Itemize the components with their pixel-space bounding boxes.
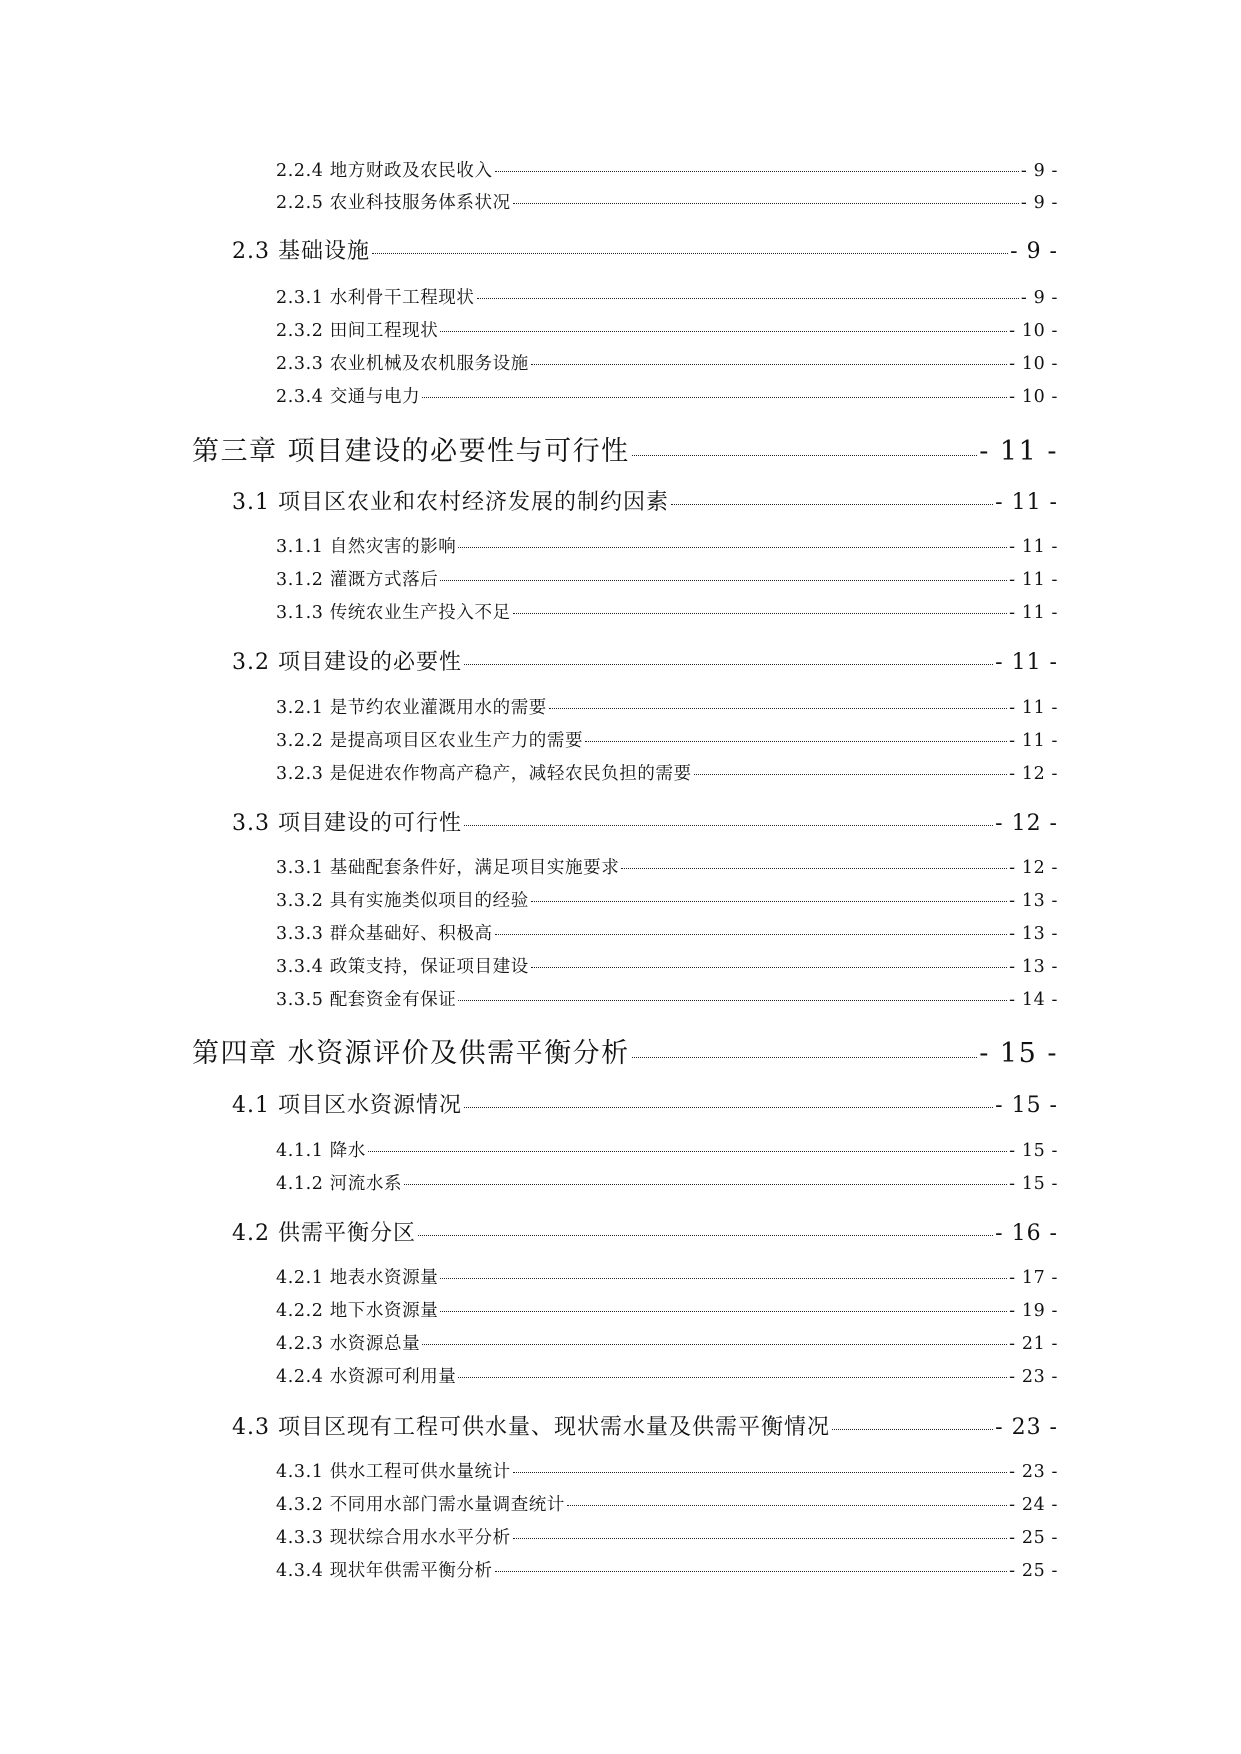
toc-entry-title: 3.3.1 基础配套条件好，满足项目实施要求 xyxy=(276,858,620,878)
toc-entry-page-number: - 15 - xyxy=(1009,1141,1058,1161)
dot-leader xyxy=(632,455,978,456)
toc-entry-title: 3.2 项目建设的必要性 xyxy=(232,650,462,675)
toc-entry-title: 2.3 基础设施 xyxy=(232,239,370,264)
toc-entry-title: 4.3.4 现状年供需平衡分析 xyxy=(276,1561,493,1581)
toc-entry-page-number: - 10 - xyxy=(1009,387,1058,407)
dot-leader xyxy=(458,1377,1007,1378)
toc-entry-title: 4.2.2 地下水资源量 xyxy=(276,1301,439,1321)
toc-entry-page-number: - 13 - xyxy=(1009,957,1058,977)
dot-leader xyxy=(372,253,1008,254)
toc-entry-page-number: - 11 - xyxy=(1009,731,1058,751)
dot-leader xyxy=(458,547,1007,548)
toc-subsection-entry[interactable] xyxy=(276,854,1058,879)
toc-subsection-entry[interactable] xyxy=(276,383,1058,408)
toc-subsection-entry[interactable] xyxy=(276,1264,1058,1289)
dot-leader xyxy=(495,171,1019,172)
toc-subsection-entry[interactable] xyxy=(276,694,1058,719)
toc-entry-page-number: - 15 - xyxy=(995,1093,1058,1118)
dot-leader xyxy=(495,1571,1008,1572)
toc-entry-title: 4.3.2 不同用水部门需水量调查统计 xyxy=(276,1495,565,1515)
toc-subsection-entry[interactable] xyxy=(276,599,1058,624)
toc-subsection-entry[interactable] xyxy=(276,284,1058,309)
toc-entry-title: 2.3.2 田间工程现状 xyxy=(276,321,439,341)
toc-entry-title: 2.3.1 水利骨干工程现状 xyxy=(276,288,475,308)
dot-leader xyxy=(464,664,993,665)
toc-section-entry[interactable] xyxy=(232,234,1058,265)
toc-entry-page-number: - 24 - xyxy=(1009,1495,1058,1515)
toc-subsection-entry[interactable] xyxy=(276,1557,1058,1582)
toc-section-entry[interactable] xyxy=(232,1410,1058,1441)
toc-subsection-entry[interactable] xyxy=(276,760,1058,785)
toc-chapter-entry[interactable] xyxy=(192,429,1058,468)
toc-section-entry[interactable] xyxy=(232,1216,1058,1247)
dot-leader xyxy=(418,1235,993,1236)
toc-entry-page-number: - 13 - xyxy=(1009,891,1058,911)
dot-leader xyxy=(513,613,1007,614)
toc-section-entry[interactable] xyxy=(232,1088,1058,1119)
dot-leader xyxy=(495,934,1008,935)
toc-subsection-entry[interactable] xyxy=(276,189,1058,214)
toc-entry-page-number: - 10 - xyxy=(1009,354,1058,374)
toc-subsection-entry[interactable] xyxy=(276,1524,1058,1549)
toc-subsection-entry[interactable] xyxy=(276,953,1058,978)
toc-entry-title: 4.3 项目区现有工程可供水量、现状需水量及供需平衡情况 xyxy=(232,1415,830,1440)
toc-entry-title: 3.1.2 灌溉方式落后 xyxy=(276,570,439,590)
toc-subsection-entry[interactable] xyxy=(276,1330,1058,1355)
toc-entry-page-number: - 13 - xyxy=(1009,924,1058,944)
toc-subsection-entry[interactable] xyxy=(276,1170,1058,1195)
toc-subsection-entry[interactable] xyxy=(276,1297,1058,1322)
dot-leader xyxy=(440,331,1007,332)
dot-leader xyxy=(531,364,1007,365)
toc-subsection-entry[interactable] xyxy=(276,157,1058,182)
dot-leader xyxy=(464,825,993,826)
dot-leader xyxy=(585,741,1007,742)
toc-entry-title: 3.3.5 配套资金有保证 xyxy=(276,990,457,1010)
toc-entry-title: 4.2.1 地表水资源量 xyxy=(276,1268,439,1288)
toc-chapter-entry[interactable] xyxy=(192,1031,1058,1070)
toc-entry-title: 第四章 水资源评价及供需平衡分析 xyxy=(192,1038,630,1069)
dot-leader xyxy=(440,580,1007,581)
toc-entry-title: 3.2.1 是节约农业灌溉用水的需要 xyxy=(276,698,547,718)
toc-entry-title: 第三章 项目建设的必要性与可行性 xyxy=(192,436,630,467)
toc-entry-title: 3.3.2 具有实施类似项目的经验 xyxy=(276,891,529,911)
toc-subsection-entry[interactable] xyxy=(276,533,1058,558)
dot-leader xyxy=(671,504,993,505)
toc-entry-page-number: - 9 - xyxy=(1020,288,1058,308)
toc-entry-page-number: - 9 - xyxy=(1020,161,1058,181)
toc-entry-page-number: - 23 - xyxy=(995,1415,1058,1440)
toc-entry-page-number: - 11 - xyxy=(1009,537,1058,557)
toc-section-entry[interactable] xyxy=(232,485,1058,516)
toc-entry-title: 4.1 项目区水资源情况 xyxy=(232,1093,462,1118)
toc-entry-title: 2.2.4 地方财政及农民收入 xyxy=(276,161,493,181)
toc-entry-page-number: - 23 - xyxy=(1009,1367,1058,1387)
toc-entry-title: 4.2.3 水资源总量 xyxy=(276,1334,421,1354)
toc-entry-page-number: - 15 - xyxy=(1009,1174,1058,1194)
toc-entry-title: 3.1 项目区农业和农村经济发展的制约因素 xyxy=(232,490,669,515)
toc-entry-title: 2.3.4 交通与电力 xyxy=(276,387,421,407)
toc-entry-page-number: - 14 - xyxy=(1009,990,1058,1010)
toc-entry-title: 4.2 供需平衡分区 xyxy=(232,1221,416,1246)
toc-entry-page-number: - 12 - xyxy=(995,811,1058,836)
toc-entry-page-number: - 11 - xyxy=(995,650,1058,675)
dot-leader xyxy=(832,1429,993,1430)
toc-entry-title: 3.1.3 传统农业生产投入不足 xyxy=(276,603,511,623)
toc-subsection-entry[interactable] xyxy=(276,727,1058,752)
toc-subsection-entry[interactable] xyxy=(276,1363,1058,1388)
toc-entry-page-number: - 25 - xyxy=(1009,1528,1058,1548)
dot-leader xyxy=(477,298,1019,299)
toc-entry-title: 3.3.3 群众基础好、积极高 xyxy=(276,924,493,944)
toc-entry-title: 4.1.2 河流水系 xyxy=(276,1174,403,1194)
dot-leader xyxy=(621,868,1007,869)
toc-entry-title: 4.3.3 现状综合用水水平分析 xyxy=(276,1528,511,1548)
dot-leader xyxy=(440,1311,1007,1312)
toc-entry-page-number: - 21 - xyxy=(1009,1334,1058,1354)
toc-subsection-entry[interactable] xyxy=(276,1458,1058,1483)
toc-entry-page-number: - 25 - xyxy=(1009,1561,1058,1581)
toc-entry-page-number: - 16 - xyxy=(995,1221,1058,1246)
dot-leader xyxy=(694,774,1007,775)
dot-leader xyxy=(549,708,1007,709)
toc-entry-page-number: - 11 - xyxy=(1009,603,1058,623)
dot-leader xyxy=(567,1505,1007,1506)
dot-leader xyxy=(422,397,1007,398)
dot-leader xyxy=(458,1000,1007,1001)
toc-entry-title: 2.3.3 农业机械及农机服务设施 xyxy=(276,354,529,374)
dot-leader xyxy=(632,1057,978,1058)
toc-subsection-entry[interactable] xyxy=(276,986,1058,1011)
toc-entry-page-number: - 9 - xyxy=(1010,239,1058,264)
toc-entry-title: 4.3.1 供水工程可供水量统计 xyxy=(276,1462,511,1482)
toc-entry-page-number: - 11 - xyxy=(979,436,1058,467)
toc-entry-title: 4.2.4 水资源可利用量 xyxy=(276,1367,457,1387)
toc-subsection-entry[interactable] xyxy=(276,920,1058,945)
dot-leader xyxy=(513,203,1019,204)
dot-leader xyxy=(422,1344,1007,1345)
toc-section-entry[interactable] xyxy=(232,806,1058,837)
toc-subsection-entry[interactable] xyxy=(276,566,1058,591)
toc-entry-title: 2.2.5 农业科技服务体系状况 xyxy=(276,193,511,213)
toc-entry-page-number: - 11 - xyxy=(1009,698,1058,718)
toc-entry-page-number: - 12 - xyxy=(1009,764,1058,784)
toc-entry-page-number: - 11 - xyxy=(995,490,1058,515)
toc-subsection-entry[interactable] xyxy=(276,1137,1058,1162)
toc-subsection-entry[interactable] xyxy=(276,317,1058,342)
toc-entry-title: 3.2.3 是促进农作物高产稳产，减轻农民负担的需要 xyxy=(276,764,692,784)
dot-leader xyxy=(440,1278,1007,1279)
toc-section-entry[interactable] xyxy=(232,645,1058,676)
toc-subsection-entry[interactable] xyxy=(276,887,1058,912)
dot-leader xyxy=(513,1472,1007,1473)
toc-entry-title: 4.1.1 降水 xyxy=(276,1141,366,1161)
toc-entry-page-number: - 9 - xyxy=(1020,193,1058,213)
dot-leader xyxy=(368,1151,1007,1152)
toc-entry-page-number: - 17 - xyxy=(1009,1268,1058,1288)
dot-leader xyxy=(531,901,1007,902)
toc-entry-page-number: - 10 - xyxy=(1009,321,1058,341)
toc-entry-page-number: - 12 - xyxy=(1009,858,1058,878)
dot-leader xyxy=(404,1184,1007,1185)
toc-entry-page-number: - 23 - xyxy=(1009,1462,1058,1482)
dot-leader xyxy=(464,1107,993,1108)
toc-entry-title: 3.1.1 自然灾害的影响 xyxy=(276,537,457,557)
toc-entry-page-number: - 19 - xyxy=(1009,1301,1058,1321)
toc-entry-page-number: - 11 - xyxy=(1009,570,1058,590)
toc-entry-title: 3.3 项目建设的可行性 xyxy=(232,811,462,836)
toc-subsection-entry[interactable] xyxy=(276,1491,1058,1516)
toc-entry-title: 3.2.2 是提高项目区农业生产力的需要 xyxy=(276,731,584,751)
toc-subsection-entry[interactable] xyxy=(276,350,1058,375)
toc-entry-page-number: - 15 - xyxy=(979,1038,1058,1069)
dot-leader xyxy=(513,1538,1007,1539)
toc-entry-title: 3.3.4 政策支持，保证项目建设 xyxy=(276,957,529,977)
dot-leader xyxy=(531,967,1007,968)
